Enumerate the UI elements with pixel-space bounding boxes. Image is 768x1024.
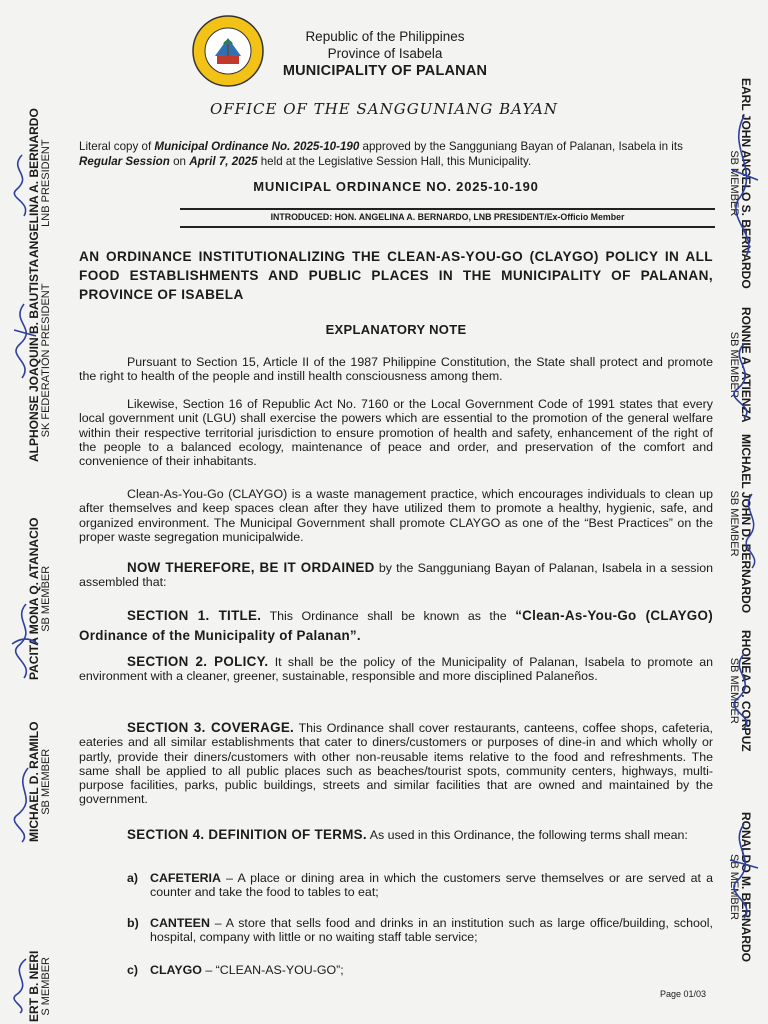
signature-bernardo-a (4, 150, 40, 220)
intro-ordinance-ref: Municipal Ordinance No. 2025-10-190 (154, 140, 360, 153)
section-2-text: It shall be the policy of the Municipality of Palanan, Isabela to promote an environment with a cleaner, greener, sustainable, responsible and more disciplined Palaneños. (79, 655, 713, 684)
section-4-text: As used in this Ordinance, the following terms shall mean: (366, 828, 688, 842)
paragraph-2: Likewise, Section 16 of Republic Act No. 7160 or the Local Government Code of 1991 states that every local government unit (LGU) shall exercise the powers which are essential to the promotion of the general welfare within their respective territorial jurisdiction to ensure promotion of health and safety, enhancement of the right of the people to a balanced ecology, maintenance of peace and order, and preservation of the comfort and convenience of their inhabitants. (79, 397, 713, 469)
paragraph-ordained (79, 561, 713, 590)
introduced-by: INTRODUCED: HON. ANGELINA A. BERNARDO, LNB PRESIDENT/Ex-Officio Member (270, 212, 625, 222)
signature-atanacio (4, 600, 44, 680)
definition-letter: a) (127, 871, 139, 885)
signatory-name: PACITA MONA Q. ATANACIO (27, 517, 41, 680)
definition-item (127, 916, 713, 945)
ordinance-title: AN ORDINANCE INSTITUTIONALIZING THE CLEAN-AS-YOU-GO (CLAYGO) POLICY IN ALL FOOD ESTABLISHMENTS AND PUBLIC PLACES IN THE MUNICIPALITY OF PALANAN, PROVINCE OF ISABELA (79, 249, 713, 302)
signatory-name: ALPHONSE JOAQUIN B. BAUTISTA (27, 258, 41, 462)
section-4 (79, 828, 713, 842)
signatory-title: SB MEMBER (728, 853, 740, 920)
signature-neri (2, 955, 42, 1015)
signatory-title: SB MEMBER (728, 490, 740, 557)
definition-letter: c) (127, 963, 139, 977)
section-2 (79, 655, 713, 684)
signatory-title: SB MEMBER (40, 565, 52, 632)
definition-text: – A store that sells food and drinks in an institution such as large office/building, school, hospital, company with little or no waiting staff table service; (150, 916, 713, 945)
signatory-name: RONALDO M. BERNARDO (739, 812, 753, 962)
intro-session: Regular Session (79, 155, 170, 168)
municipality-line: MUNICIPALITY OF PALANAN (282, 63, 488, 79)
paragraph-3: Clean-As-You-Go (CLAYGO) is a waste management practice, which encourages individuals to clean up after themselves and keep spaces clean after they have utilized them to promote a healthy, hygienic, safe, and organized environment. The Municipal Government shall promote CLAYGO as one of the “Best Practices” on the proper waste segregation municipalwide. (79, 487, 713, 544)
province-line: Province of Isabela (327, 46, 443, 61)
signatory-name: MICHAEL D. RAMILO (27, 721, 41, 842)
signatory-name: MICHAEL JOHN D. BERNARDO (739, 434, 753, 614)
section-3 (79, 721, 713, 807)
definition-term: CAFETERIA (150, 871, 221, 885)
divider-top (180, 208, 715, 210)
signatory-title: SB MEMBER (728, 150, 740, 217)
signatory-title: SB MEMBER (40, 748, 52, 815)
divider-bottom (180, 226, 715, 228)
ordinance-number: MUNICIPAL ORDINANCE NO. 2025-10-190 (253, 179, 539, 194)
intro-text-3: on (169, 155, 190, 168)
signatory-name: EARL JOHN ANGELO S. BERNARDO (739, 78, 753, 289)
section-4-heading: SECTION 4. DEFINITION OF TERMS. (127, 827, 367, 842)
ordained-bold: NOW THEREFORE, BE IT ORDAINED (127, 560, 375, 575)
ordained-rest: by the Sangguniang Bayan of Palanan, Isabela in a session assembled that: (79, 561, 713, 590)
signatory-name: RONNIE A. ATIENZA (739, 307, 753, 423)
document-header (270, 28, 500, 80)
signatory-title: SB MEMBER (728, 331, 740, 398)
signatory-title: S MEMBER (40, 956, 52, 1016)
signature-corpuz (722, 650, 766, 730)
paragraph-1: Pursuant to Section 15, Article II of the 1987 Philippine Constitution, the State shall protect and promote the right to health of the people and instill health consciousness among them. (79, 355, 713, 384)
intro-text-2: approved by the Sangguniang Bayan of Palanan, Isabela in its (359, 140, 683, 153)
explanatory-note-heading: EXPLANATORY NOTE (325, 322, 467, 337)
section-1-heading: SECTION 1. TITLE. (127, 608, 262, 623)
municipal-seal-logo (191, 14, 265, 88)
definition-term: CANTEEN (150, 916, 210, 930)
section-3-heading: SECTION 3. COVERAGE. (127, 720, 295, 735)
section-1-name: “Clean-As-You-Go (CLAYGO) Ordinance of the Municipality of Palanan”. (79, 608, 713, 643)
signature-bernardo-earl (722, 110, 766, 260)
definition-item (127, 963, 713, 977)
section-3-text: This Ordinance shall cover restaurants, canteens, coffee shops, cafeteria, eateries and all similar establishments that cater to diners/customers or purposes of dine-in and which wholly or partly, provide their diners/customers with other non-reusable items relative to the food and refreshments. The same shall be applied to all public places such as beaches/tourist spots, community centers, highways, multi-purpose facilities, parks, public buildings, streets and similar facilities that are owned and maintained by the government. (79, 721, 713, 807)
signatory-title: SK FEDERATION PRESIDENT (40, 283, 52, 438)
signature-bautista (4, 300, 44, 380)
signature-bernardo-ronaldo (722, 820, 766, 920)
signatory-title: SB MEMBER (728, 657, 740, 724)
intro-text-1: Literal copy of (79, 140, 155, 153)
definition-term: CLAYGO (150, 963, 202, 977)
signature-atienza (722, 340, 766, 420)
signature-ramilo (4, 764, 44, 844)
definition-item (127, 871, 713, 900)
signatory-name: ANGELINA A. BERNARDO (27, 108, 41, 258)
section-1 (79, 606, 713, 646)
literal-copy-note (79, 139, 713, 169)
intro-date: April 7, 2025 (189, 155, 258, 168)
definition-text: – A place or dining area in which the customers serve themselves or are served at a counter and take the food to tables to eat; (150, 871, 713, 900)
office-title: OFFICE OF THE SANGGUNIANG BAYAN (209, 100, 559, 118)
intro-text-4: held at the Legislative Session Hall, this Municipality. (257, 155, 532, 168)
signature-bernardo-michael (738, 490, 766, 570)
signatory-name: ERT B. NERI (27, 950, 41, 1022)
signatory-title: LNB PRESIDENT (40, 139, 52, 227)
republic-line: Republic of the Philippines (305, 29, 465, 44)
definition-text: – “CLEAN-AS-YOU-GO”; (201, 963, 344, 977)
section-1-text: This Ordinance shall be known as the (261, 609, 516, 623)
definition-letter: b) (127, 916, 139, 930)
signatory-name: RHONEA O. CORPUZ (739, 630, 753, 752)
section-2-heading: SECTION 2. POLICY. (127, 654, 269, 669)
page-number: Page 01/03 (660, 989, 707, 999)
